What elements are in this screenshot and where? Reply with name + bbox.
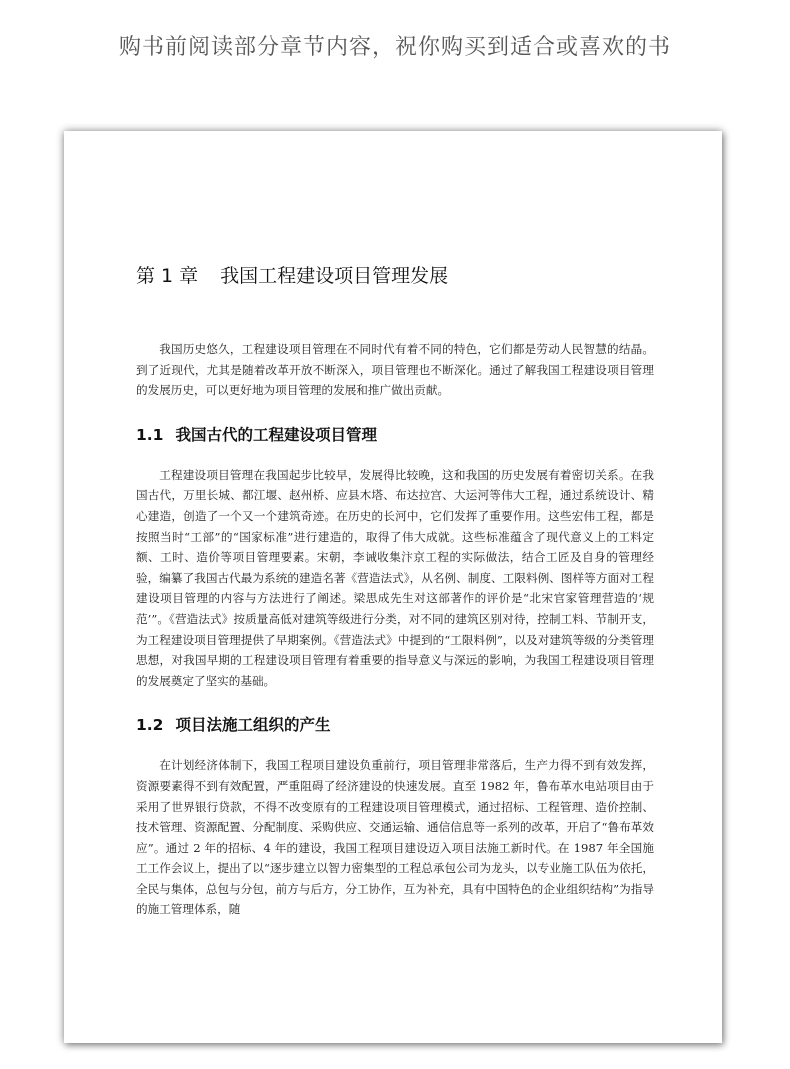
top-banner xyxy=(0,0,790,90)
section-2-paragraph: 在计划经济体制下，我国工程项目建设负重前行，项目管理非常落后，生产力得不到有效发挥，资源要素得不到有效配置，严重阻碍了经济建设的快速发展。直至 1982 年，鲁布革水电站项目由于采用了世界银行贷款，不得不改变原有的工程建设项目管理模式，通过招标、工程管理、造价控制、技术管理、资源配置、分配制度、采购供应、交通运输、通信信息等一系列的改革，开启了“鲁布革效应”。通过 2 年的招标、4 年的建设，我国工程项目建设迈入项目法施工新时代。在 1987 年全国施工工作会议上，提出了以“逐步建立以智力密集型的工程总承包公司为龙头，以专业施工队伍为依托，全民与集体，总包与分包，前方与后方，分工协作，互为补充，具有中国特色的企业组织结构”为指导的施工管理体系，随 xyxy=(136,758,654,917)
section-2-heading xyxy=(136,713,654,735)
book-page xyxy=(64,131,722,1043)
section-1-paragraph: 工程建设项目管理在我国起步比较早，发展得比较晚，这和我国的历史发展有着密切关系。在我国古代，万里长城、都江堰、赵州桥、应县木塔、布达拉宫、大运河等伟大工程，通过系统设计、精心建造，创造了一个又一个建筑奇迹。在历史的长河中，它们发挥了重要作用。这些宏伟工程，都是按照当时“工部”的“国家标准”进行建造的，取得了伟大成就。这些标准蕴含了现代意义上的工料定额、工时、造价等项目管理要素。宋朝，李诫收集汴京工程的实际做法，结合工匠及自身的管理经验，编纂了我国古代最为系统的建造名著《营造法式》，从名例、制度、工限料例、图样等方面对工程建设项目管理的内容与方法进行了阐述。梁思成先生对这部著作的评价是“北宋官家管理营造的‘规范’”。《营造法式》按质量高低对建筑等级进行分类，对不同的建筑区别对待，控制工料、节制开支，为工程建设项目管理提供了早期案例。《营造法式》中提到的“工限料例”，以及对建筑等级的分类管理思想，对我国早期的工程建设项目管理有着重要的指导意义与深远的影响，为我国工程建设项目管理的发展奠定了坚实的基础。 xyxy=(136,467,654,688)
intro-paragraph: 我国历史悠久，工程建设项目管理在不同时代有着不同的特色，它们都是劳动人民智慧的结晶。到了近现代，尤其是随着改革开放不断深入，项目管理也不断深化。通过了解我国工程建设项目管理的发展历史，可以更好地为项目管理的发展和推广做出贡献。 xyxy=(136,342,654,398)
section-2-title: 项目法施工组织的产生 xyxy=(175,716,331,735)
section-1-title: 我国古代的工程建设项目管理 xyxy=(175,425,377,444)
chapter-heading xyxy=(136,261,654,288)
section-1-heading xyxy=(136,423,654,445)
chapter-number: 第 1 章 xyxy=(136,265,199,287)
section-1-number: 1.1 xyxy=(136,425,164,444)
section-2-number: 1.2 xyxy=(136,716,164,735)
chapter-title: 我国工程建设项目管理发展 xyxy=(220,265,449,287)
banner-text: 购书前阅读部分章节内容，祝你购买到适合或喜欢的书 xyxy=(118,34,671,60)
